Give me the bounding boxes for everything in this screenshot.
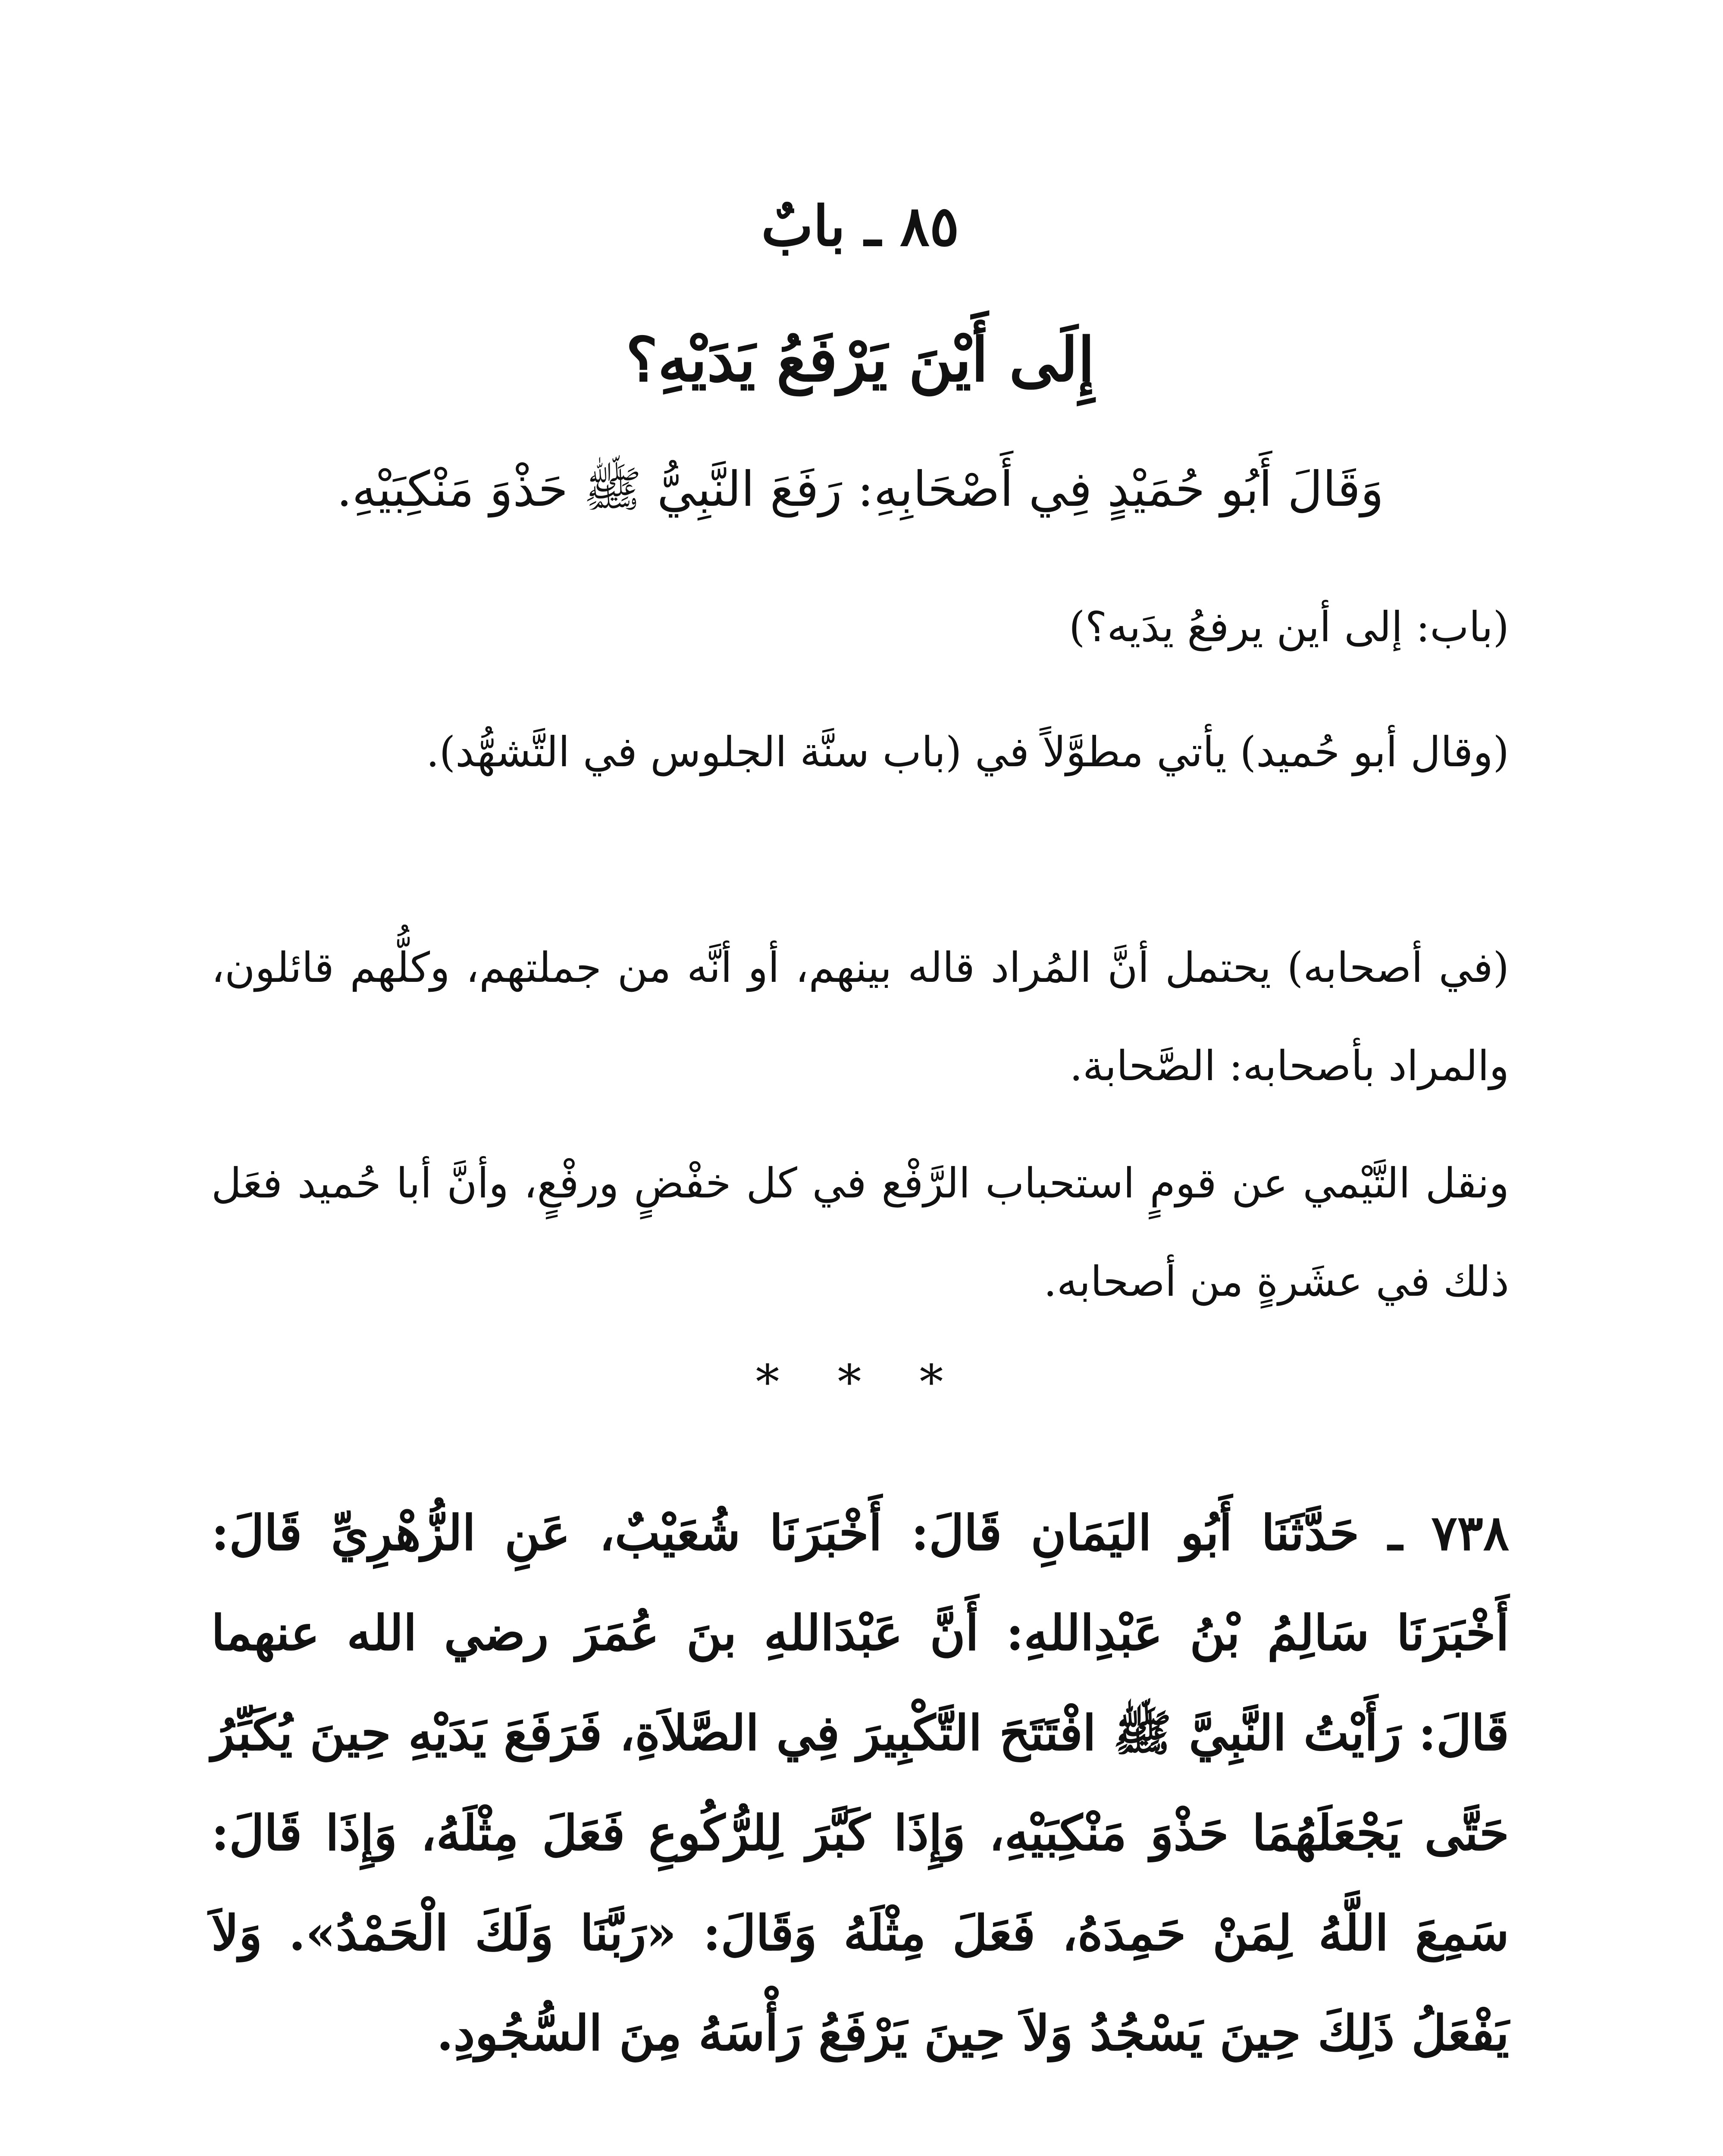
commentary-paragraph: ونقل التَّيْمي عن قومٍ استحباب الرَّفْع في كل خفْضٍ ورفْعٍ، وأنَّ أبا حُميد فعَل ذلك في عشَرةٍ من أصحابه. [211,1159,1509,1306]
commentary-paragraph: (في أصحابه) يحتمل أنَّ المُراد قاله بينهم، أو أنَّه من جملتهم، وكلُّهم قائلون، والمراد بأصحابه: الصَّحابة. [211,943,1510,1090]
commentary-paragraph: (وقال أبو حُميد) يأتي مطوَّلاً في (باب سنَّة الجلوس في التَّشهُّد). [426,728,1509,776]
chapter-heading: ٨٥ ـ بابٌ [761,194,959,259]
chapter-quote: وَقَالَ أَبُو حُمَيْدٍ فِي أَصْحَابِهِ: رَفَعَ النَّبِيُّ ﷺ حَذْوَ مَنْكِبَيْهِ. [336,461,1384,517]
commentary-paragraph: (باب: إلى أين يرفعُ يدَيه؟) [1069,603,1509,651]
chapter-title: إِلَى أَيْنَ يَرْفَعُ يَدَيْهِ؟ [626,325,1095,395]
section-separator: * * * [755,1354,965,1410]
hadith-text: ٧٣٨ ـ حَدَّثَنَا أَبُو اليَمَانِ قَالَ: أَخْبَرَنَا شُعَيْبٌ، عَنِ الزُّهْرِيِّ قَالَ: أَخْبَرَنَا سَالِمُ بْنُ عَبْدِاللهِ: أَنَّ عَبْدَاللهِ بنَ عُمَرَ رضي الله عنهما قَالَ: رَأَيْتُ النَّبِيَّ ﷺ افْتَتَحَ التَّكْبِيرَ فِي الصَّلاَةِ، فَرَفَعَ يَدَيْهِ حِينَ يُكَبِّرُ حَتَّى يَجْعَلَهُمَا حَذْوَ مَنْكِبَيْهِ، وَإِذَا كَبَّرَ لِلرُّكُوعِ فَعَلَ مِثْلَهُ، وَإِذَا قَالَ: سَمِعَ اللَّهُ لِمَنْ حَمِدَهُ، فَعَلَ مِثْلَهُ وَقَالَ: «رَبَّنَا وَلَكَ الْحَمْدُ». وَلاَ يَفْعَلُ ذَلِكَ حِينَ يَسْجُدُ وَلاَ حِينَ يَرْفَعُ رَأْسَهُ مِنَ السُّجُودِ. [211,1505,1510,2062]
